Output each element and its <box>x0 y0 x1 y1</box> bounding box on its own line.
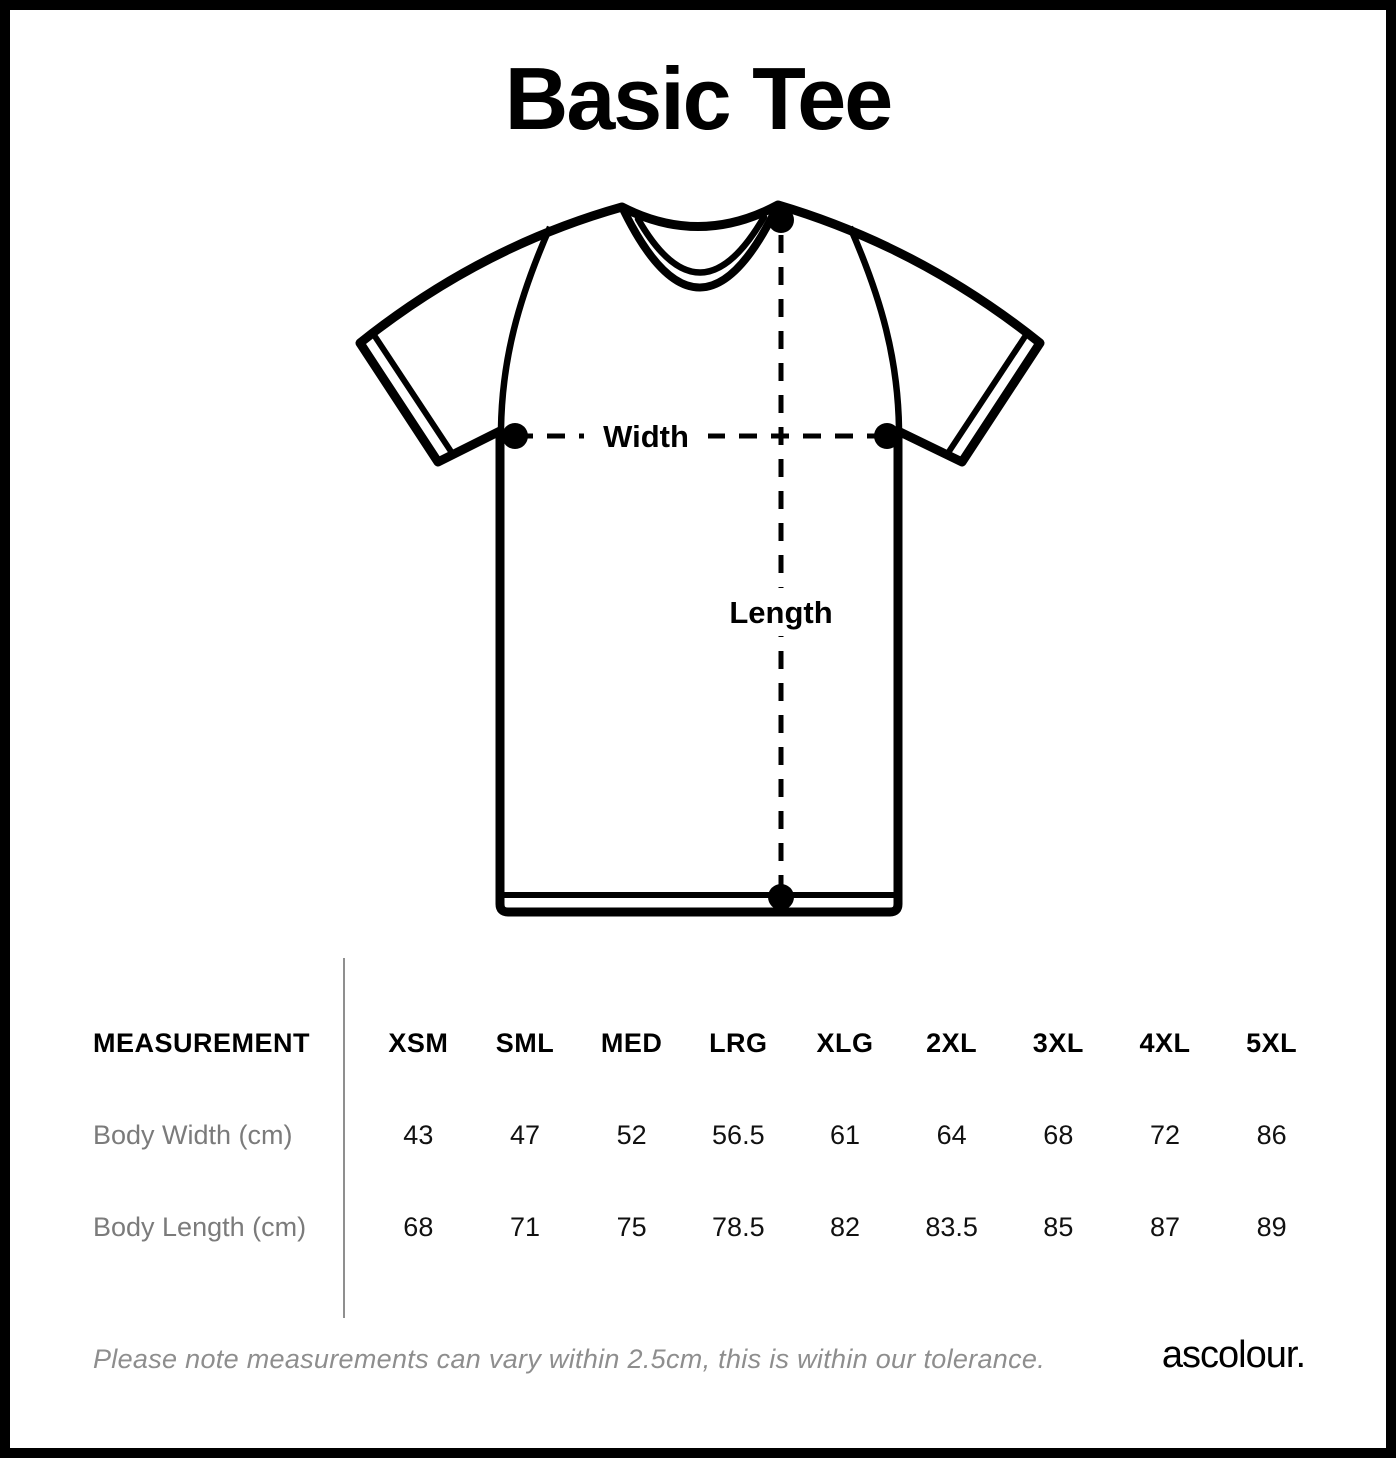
body-width-value: 43 <box>403 1119 434 1150</box>
body-width-value: 52 <box>616 1119 647 1150</box>
tshirt-silhouette <box>360 205 1040 912</box>
page-title: Basic Tee <box>504 49 892 148</box>
column-header-size: 3XL <box>1032 1027 1084 1058</box>
body-width-value: 61 <box>829 1119 861 1150</box>
brand-logo: ascolour. <box>1161 1334 1305 1376</box>
body-length-value: 71 <box>509 1211 541 1242</box>
column-header-size: SML <box>495 1027 555 1058</box>
body-width-value: 86 <box>1256 1119 1287 1150</box>
body-length-value: 78.5 <box>712 1211 765 1242</box>
tshirt-diagram <box>340 185 1060 925</box>
row-label-body-width: Body Width (cm) <box>93 1119 293 1150</box>
hem-point-dot <box>768 884 794 910</box>
column-header-size: MED <box>600 1027 663 1058</box>
body-length-value: 83.5 <box>925 1211 978 1242</box>
column-header-measurement: MEASUREMENT <box>93 1027 311 1058</box>
body-length-value: 68 <box>403 1211 434 1242</box>
underarm-dot-right <box>874 423 900 449</box>
row-label-body-length: Body Length (cm) <box>93 1211 307 1242</box>
body-length-value: 87 <box>1149 1211 1181 1242</box>
body-length-value: 82 <box>829 1211 861 1242</box>
body-width-value: 56.5 <box>712 1119 765 1150</box>
length-label: Length <box>729 595 833 630</box>
width-label: Width <box>603 419 689 454</box>
column-header-size: 2XL <box>926 1027 978 1058</box>
column-header-size: LRG <box>709 1027 768 1058</box>
body-length-value: 85 <box>1043 1211 1074 1242</box>
neck-point-dot <box>768 207 794 233</box>
body-width-value: 47 <box>509 1119 541 1150</box>
size-table <box>93 997 1325 1273</box>
column-header-size: XSM <box>388 1027 449 1058</box>
underarm-dot-left <box>502 423 528 449</box>
body-width-value: 64 <box>936 1119 967 1150</box>
body-width-value: 72 <box>1149 1119 1181 1150</box>
column-header-size: 4XL <box>1139 1027 1191 1058</box>
column-header-size: 5XL <box>1246 1027 1298 1058</box>
column-header-size: XLG <box>816 1027 874 1058</box>
body-length-value: 89 <box>1256 1211 1287 1242</box>
body-width-value: 68 <box>1043 1119 1074 1150</box>
tolerance-note: Please note measurements can vary within 2.5cm, this is within our tolerance. <box>93 1344 1046 1374</box>
body-length-value: 75 <box>616 1211 647 1242</box>
